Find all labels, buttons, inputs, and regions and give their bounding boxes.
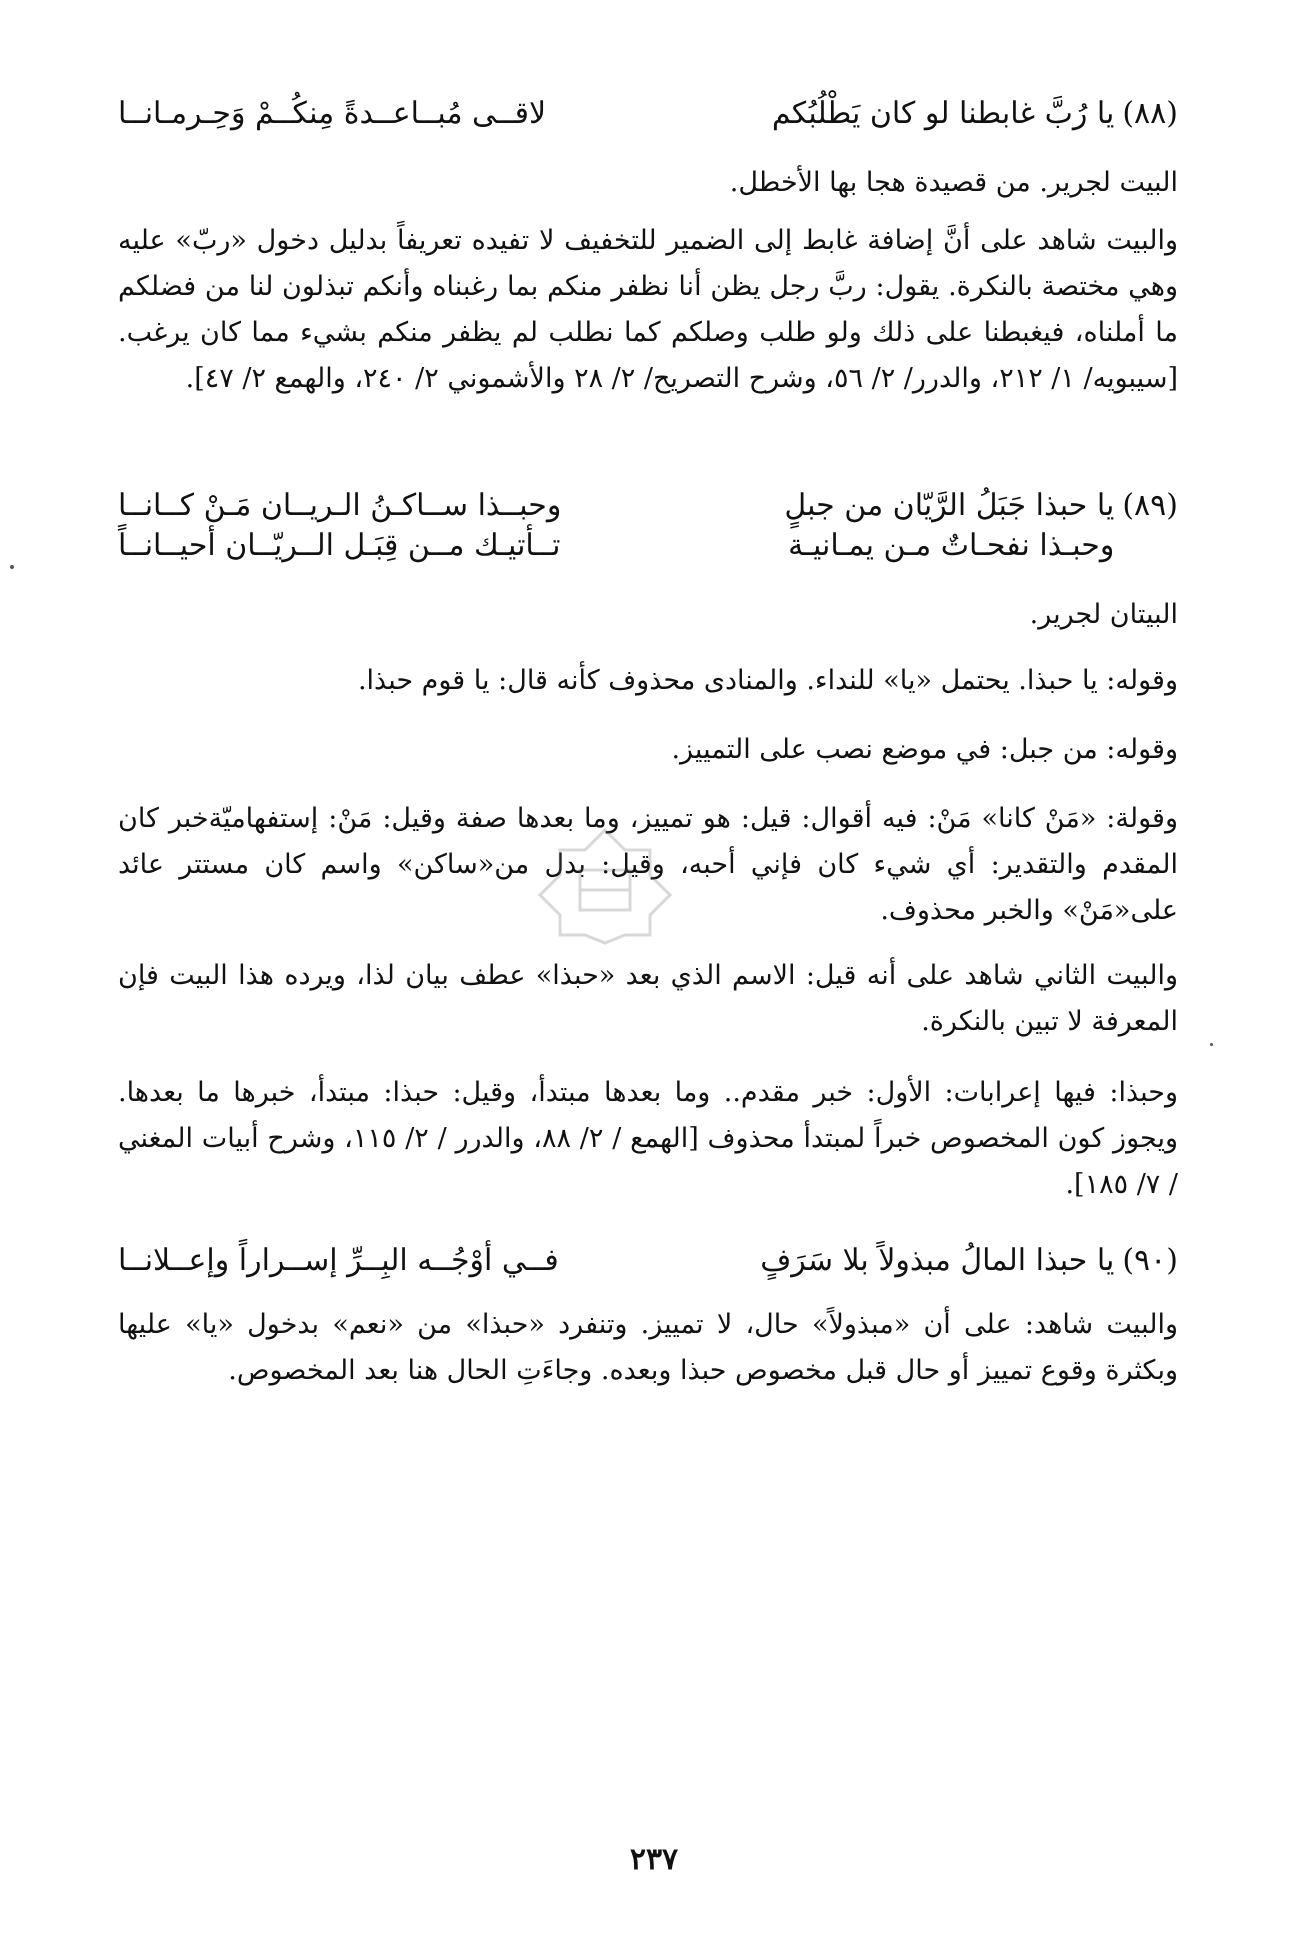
commentary-paragraph: والبيت شاهد على أنَّ إضافة غابط إلى الضمير للتخفيف لا تفيده تعريفاً بدليل دخول «ربّ» عليه وهي مختصة بالنكرة. يقول: ربَّ رجل يظن أنا نظفر منكم بما رغبناه وأنكم تبذلون لنا من فضلكم ما أملناه، فيغبطنا على ذلك ولو طلب وصلكم كما نطلب لم يظفر منكم بشيء مما كان يرغب. [سيبويه/ ١/ ٢١٢، والدرر/ ٢/ ٥٦، وشرح التصريح/ ٢/ ٢٨ والأشموني ٢/ ٢٤٠، والهمع ٢/ ٤٧]. xyxy=(118,225,1178,394)
verse-88-source xyxy=(118,160,1178,206)
commentary-paragraph: وحبذا: فيها إعرابات: الأول: خبر مقدم.. وما بعدها مبتدأ، وقيل: حبذا: مبتدأ، خبرها ما بعدها. ويجوز كون المخصوص خبراً لمبتدأ محذوف [الهمع / ٢/ ٨٨، والدرر / ٢/ ١١٥، وشرح أبيات المغني / ٧/ ١٨٥]. xyxy=(118,1077,1178,1200)
verse-hemistich-1: يا رُبَّ غابطنا لو كان يَطْلُبُكم xyxy=(771,96,1115,131)
verse-88 xyxy=(118,95,1178,133)
commentary-paragraph: وقوله: يا حبذا. يحتمل «يا» للنداء. والمنادى محذوف كأنه قال: يا قوم حبذا. xyxy=(357,665,1178,696)
verse-line-1-hemistich-2: وحبــذا ســاكـنُ الـريــان مَـنْ كــانــا xyxy=(117,488,562,523)
verse-89-commentary-1 xyxy=(118,658,1178,704)
library-seal-icon xyxy=(530,825,680,945)
verse-number: (٨٩) xyxy=(1122,488,1178,523)
source-note: البيتان لجرير. xyxy=(1029,599,1178,630)
commentary-paragraph: والبيت الثاني شاهد على أنه قيل: الاسم الذي بعد «حبذا» عطف بيان لذا، ويرده هذا البيت فإن المعرفة لا تبين بالنكرة. xyxy=(118,960,1178,1037)
source-note: البيت لجرير. من قصيدة هجا بها الأخطل. xyxy=(729,167,1178,198)
verse-90 xyxy=(118,1242,1178,1280)
commentary-paragraph: وقولة: «مَنْ كانا» مَنْ: فيه أقوال: قيل: هو تمييز، وما بعدها صفة وقيل: مَنْ: إستفهاميّةخبر كان المقدم والتقدير: أي شيء كان فإني أحبه، وقيل: بدل من«ساكن» واسم كان مستتر عائد على«مَنْ» والخبر محذوف. xyxy=(118,803,1178,926)
page-number: ٢٣٧ xyxy=(629,1842,679,1877)
verse-89-commentary-2 xyxy=(118,727,1178,773)
verse-89-commentary-5 xyxy=(118,1070,1178,1208)
verse-89-commentary-4 xyxy=(118,953,1178,1045)
verse-line-1-hemistich-1: يا حبذا جَبَلُ الرَّيّان من جبلٍ xyxy=(784,488,1115,523)
verse-hemistich-2: لاقــى مُبــاعــدةً مِنكُــمْ وَحِـرمـانــا xyxy=(117,96,547,131)
verse-89 xyxy=(118,487,1178,564)
verse-90-commentary xyxy=(118,1302,1178,1394)
commentary-paragraph: وقوله: من جبل: في موضع نصب على التمييز. xyxy=(671,734,1178,765)
verse-number: (٨٨) xyxy=(1122,96,1178,131)
verse-hemistich-2: فــي أوْجُــه البِــرِّ إســراراً وإعــلانــا xyxy=(117,1243,559,1278)
scan-speck xyxy=(10,565,14,569)
commentary-paragraph: والبيت شاهد: على أن «مبذولاً» حال، لا تمييز. وتنفرد «حبذا» من «نعم» بدخول «يا» عليها وبكثرة وقوع تمييز أو حال قبل مخصوص حبذا وبعده. وجاءَتِ الحال هنا بعد المخصوص. xyxy=(118,1309,1178,1386)
scan-speck xyxy=(1210,1043,1213,1046)
verse-number: (٩٠) xyxy=(1122,1243,1178,1278)
verse-89-source xyxy=(118,592,1178,638)
verse-line-2-hemistich-1: وحبـذا نفحـاتٌ مـن يمـانيـة xyxy=(788,527,1115,563)
verse-line-2-hemistich-2: تــأتيـك مــن قِبَـل الــريّــان أحيــانــاً xyxy=(117,527,561,563)
verse-hemistich-1: يا حبذا المالُ مبذولاً بلا سَرَفٍ xyxy=(760,1243,1115,1278)
verse-88-commentary xyxy=(118,218,1178,402)
